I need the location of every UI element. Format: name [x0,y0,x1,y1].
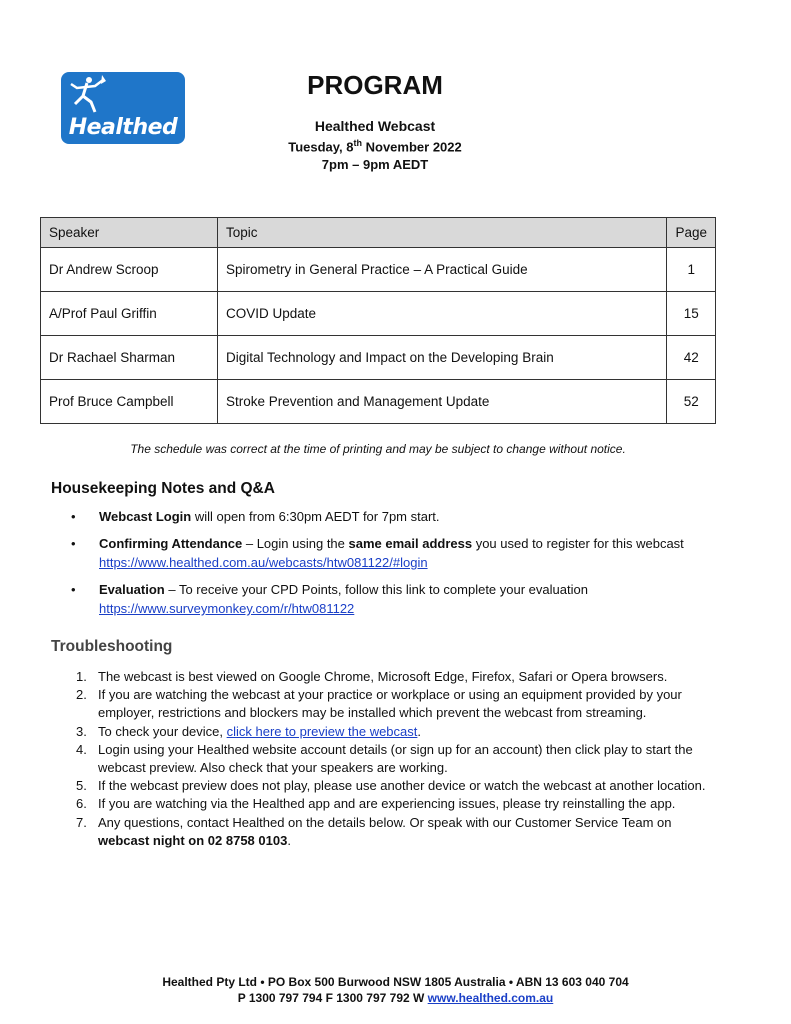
schedule-disclaimer: The schedule was correct at the time of printing and may be subject to change without notice. [130,442,626,456]
topic-cell: Spirometry in General Practice – A Practical Guide [218,248,667,292]
list-item: 5. If the webcast preview does not play, please use another device or watch the webcast at another location. [76,778,706,794]
housekeeping-list [71,507,699,626]
list-item: • Evaluation – To receive your CPD Points, follow this link to complete your evaluation https://www.surveymonkey.com/r/htw081122 [71,582,588,616]
table-header-row [41,218,716,248]
page-title: PROGRAM [307,70,443,100]
column-header-topic: Topic [218,218,667,248]
page-cell: 52 [667,380,716,424]
troubleshooting-list [76,668,706,850]
speaker-cell: A/Prof Paul Griffin [41,292,218,336]
topic-cell: Digital Technology and Impact on the Developing Brain [218,336,667,380]
list-item: • Confirming Attendance – Login using the same email address you used to register for this webcast https://www.healthed.com.au/webcasts/htw081122/#login [71,536,684,570]
list-item: 2. If you are watching the webcast at your practice or workplace or using an equipment provided by your employer, restrictions and blockers may be installed which prevent the webcast from streaming. [76,687,682,721]
page-cell: 15 [667,292,716,336]
table-row [41,292,716,336]
logo-wordmark: Healthed [68,115,178,140]
healthed-logo [61,72,185,144]
preview-webcast-link[interactable]: click here to preview the webcast [226,723,418,739]
topic-cell: Stroke Prevention and Management Update [218,380,667,424]
table-row [41,336,716,380]
bullet-icon: • [71,509,76,524]
list-item: 6. If you are watching via the Healthed app and are experiencing issues, please try reinstalling the app. [76,796,676,812]
column-header-page: Page [667,218,716,248]
list-item: 3. To check your device, click here to preview the webcast. [76,723,422,739]
table-row [41,380,716,424]
schedule-table [40,217,716,424]
housekeeping-heading: Housekeeping Notes and Q&A [51,480,275,497]
login-link[interactable]: https://www.healthed.com.au/webcasts/htw081122/#login [99,555,428,570]
webcast-time: 7pm – 9pm AEDT [321,157,429,172]
list-item: 7. Any questions, contact Healthed on the details below. Or speak with our Customer Service Team on webcast night on 02 8758 0103. [76,814,672,848]
bullet-icon: • [71,536,76,551]
topic-cell: COVID Update [218,292,667,336]
evaluation-link[interactable]: https://www.surveymonkey.com/r/htw081122 [99,601,355,616]
footer-contact: P 1300 797 794 F 1300 797 792 W www.healthed.com.au [237,991,554,1005]
column-header-speaker: Speaker [41,218,218,248]
webcast-date: Tuesday, 8th November 2022 [288,138,462,155]
page-cell: 1 [667,248,716,292]
page-cell: 42 [667,336,716,380]
bullet-icon: • [71,582,76,597]
footer-address: Healthed Pty Ltd • PO Box 500 Burwood NSW 1805 Australia • ABN 13 603 040 704 [162,975,629,989]
list-item: • Webcast Login will open from 6:30pm AEDT for 7pm start. [71,509,440,524]
webcast-subtitle: Healthed Webcast [314,118,436,134]
website-link[interactable]: www.healthed.com.au [427,991,554,1005]
speaker-cell: Dr Andrew Scroop [41,248,218,292]
list-item: 1. The webcast is best viewed on Google Chrome, Microsoft Edge, Firefox, Safari or Opera browsers. [76,669,668,684]
list-item: 4. Login using your Healthed website account details (or sign up for an account) then click play to start the webcast preview. Also check that your speakers are working. [76,741,693,776]
table-row [41,248,716,292]
troubleshooting-heading: Troubleshooting [51,638,173,655]
speaker-cell: Prof Bruce Campbell [41,380,218,424]
speaker-cell: Dr Rachael Sharman [41,336,218,380]
